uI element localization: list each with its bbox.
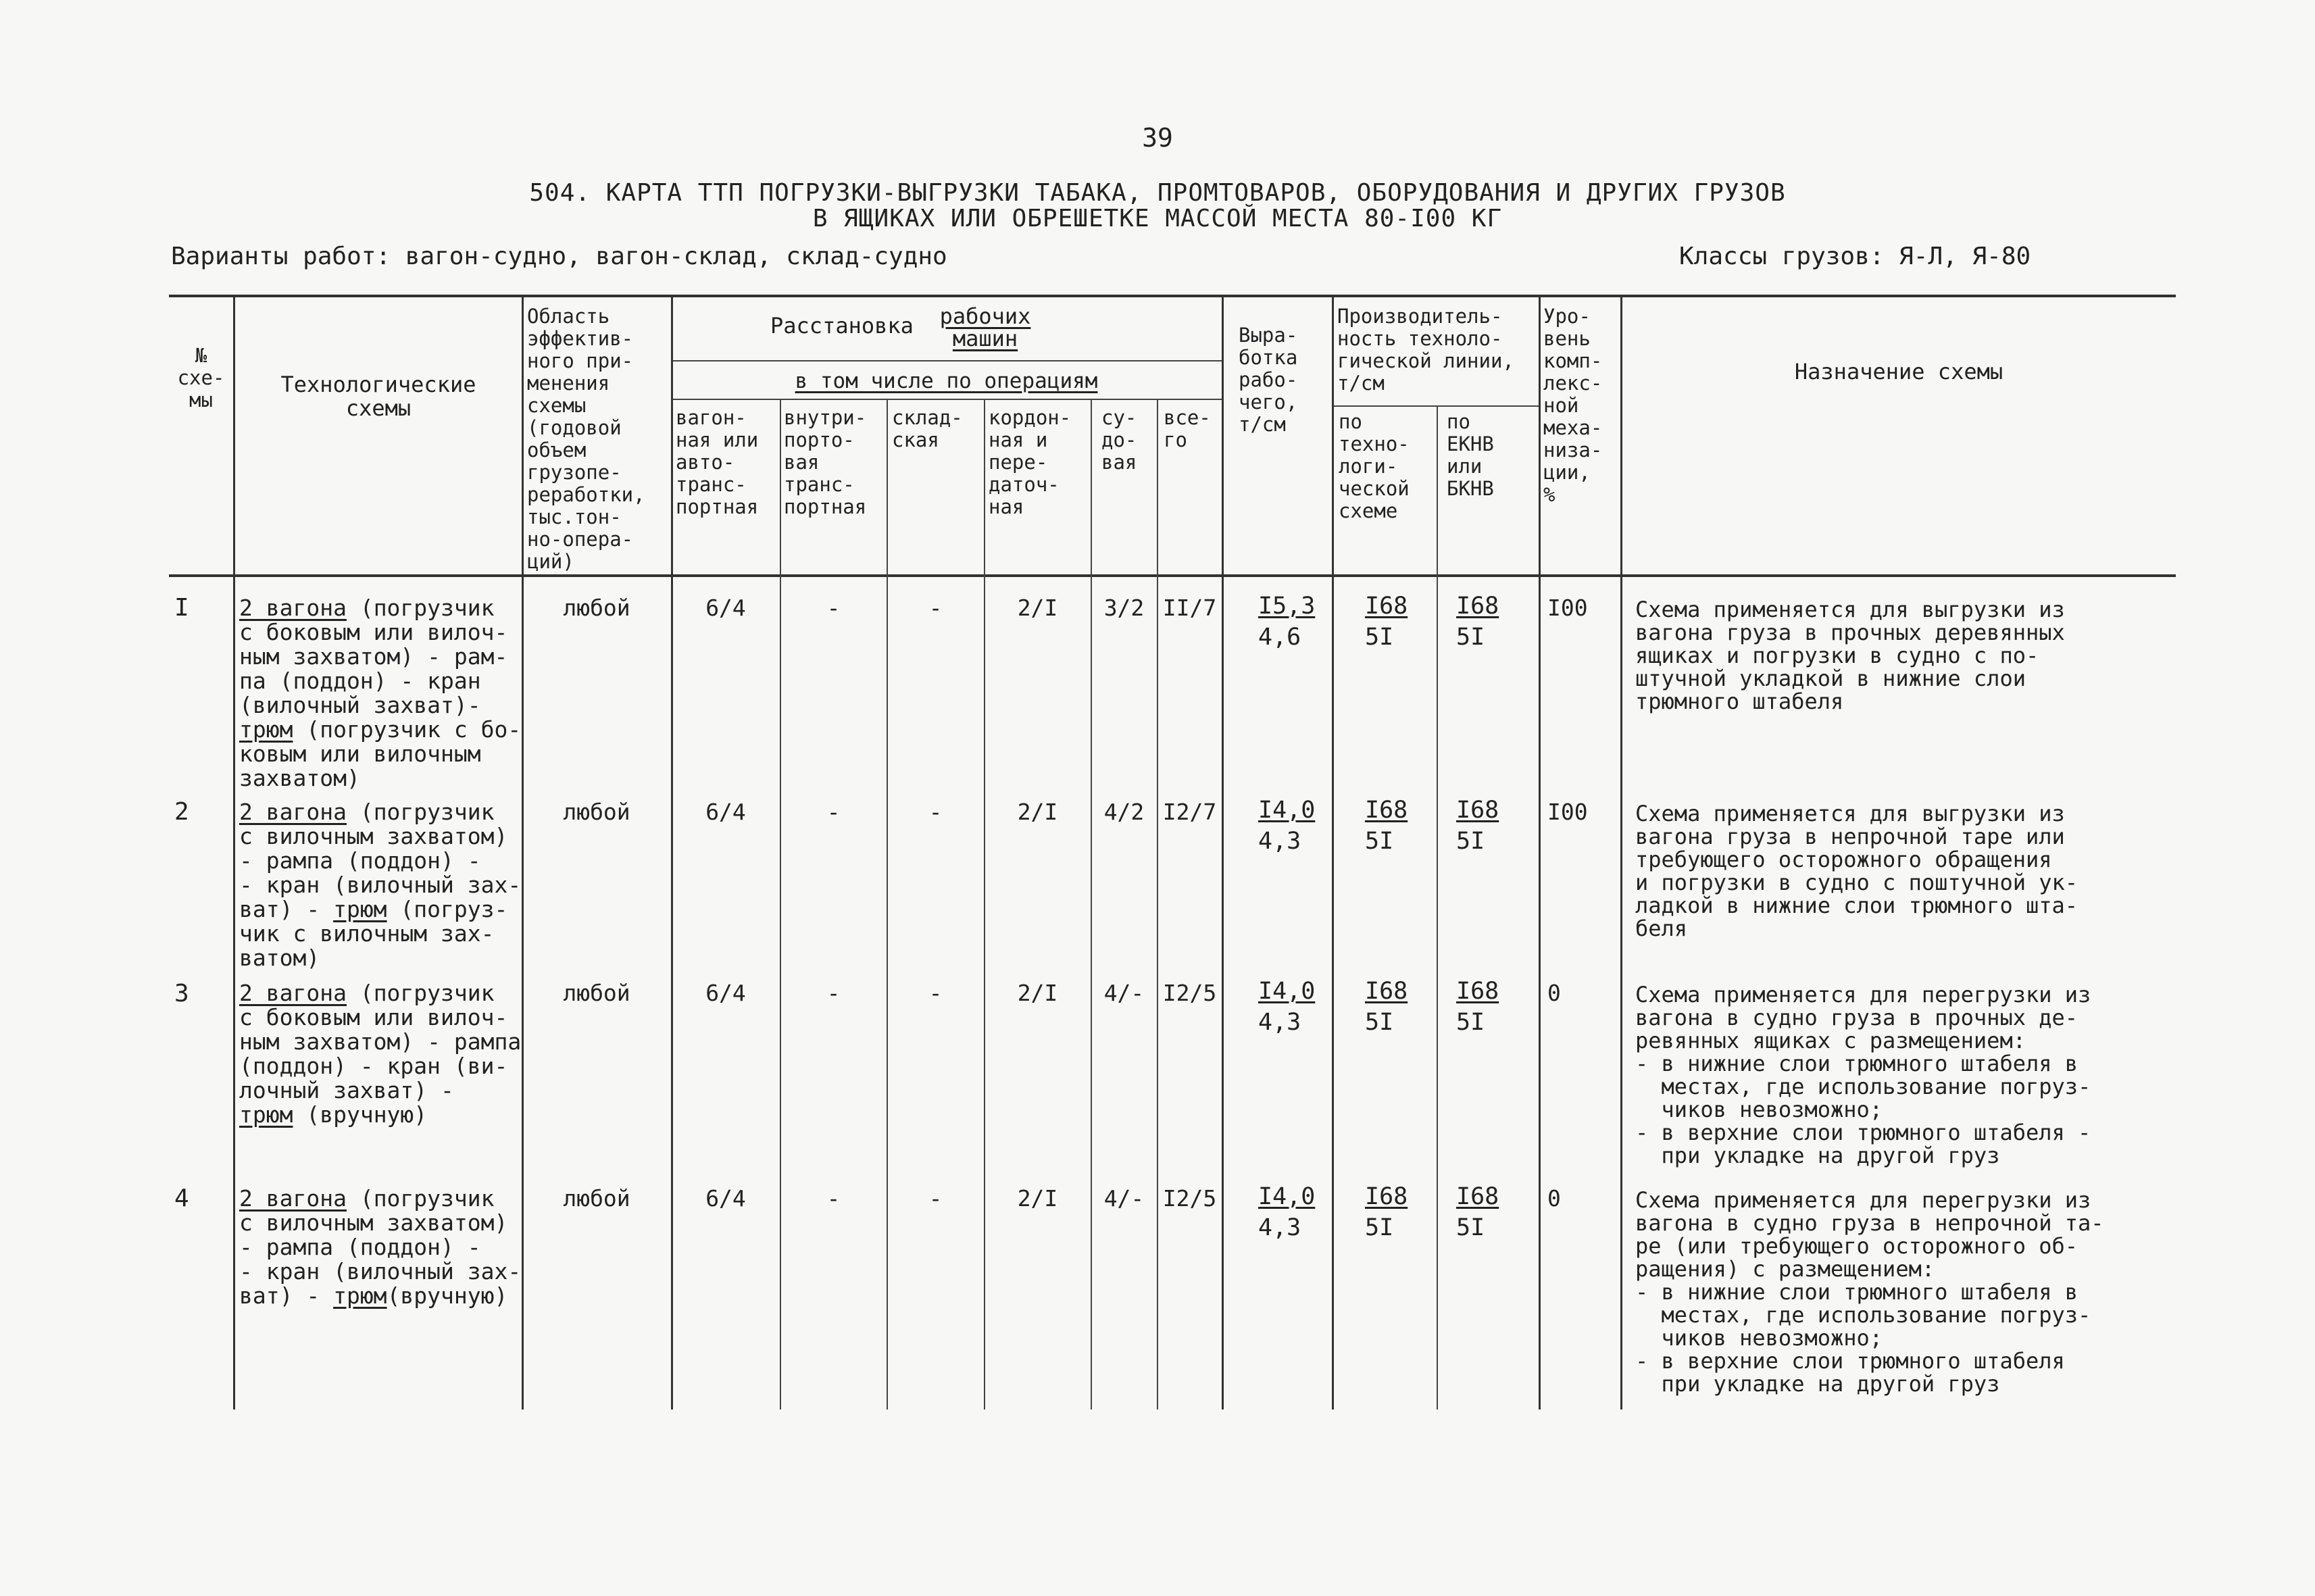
op-ship-value: 4/- [1103, 980, 1145, 1006]
scheme-purpose: Схема применяется для перегрузки из вагона в судно груза в прочных де- ревянных ящиках с размещением: - в нижние слои трюмного штабеля в местах, где использование погруз- чиков невозможно; - в верхние слои трюмного штабеля - при укладке на другой груз [1635, 982, 2091, 1168]
col-divider-ship [1157, 399, 1158, 1410]
application-area: любой [563, 595, 630, 621]
scheme-number: 3 [174, 980, 189, 1007]
operations-group-rule [671, 399, 1222, 400]
header-tech-schemes: Технологические схемы [280, 372, 476, 421]
op-ship-value: 4/2 [1103, 799, 1145, 825]
page-number: 39 [1142, 123, 1173, 153]
op-cordon-value: 2/I [1017, 1185, 1058, 1212]
prod-tech-value: $\frac{I68}{5I}$ [1365, 593, 1408, 651]
col-divider-cordon [1091, 399, 1092, 1410]
op-ship-value: 3/2 [1103, 595, 1145, 621]
header-bottom-rule [169, 574, 2176, 577]
scheme-purpose: Схема применяется для перегрузки из вагона в судно груза в непрочной та- ре (или требующего осторожного об- ращения) с размещением: - в нижние слои трюмного штабеля в местах, где использование погруз- чиков невозможно; - в верхние слои трюмного штабеля при укладке на другой груз [1635, 1187, 2104, 1397]
op-internal-value: - [826, 595, 841, 621]
scheme-number: I [174, 594, 189, 622]
prod-eknv-value: $\frac{I68}{5I}$ [1456, 593, 1499, 651]
op-warehouse-value: - [928, 980, 943, 1006]
document-title-line-1: 504. КАРТА ТТП ПОГРУЗКИ-ВЫГРУЗКИ ТАБАКА, ПРОМТОВАРОВ, ОБОРУДОВАНИЯ И ДРУГИХ ГРУЗОВ [529, 179, 1786, 207]
header-mech-level: Уро- вень комп- лекс- ной меха- низа- ции, % [1543, 305, 1603, 506]
prod-eknv-value: $\frac{I68}{5I}$ [1456, 1183, 1499, 1241]
header-output: Выра- ботка рабо- чего, т/см [1239, 324, 1298, 436]
header-placement-prefix: Расстановка [770, 313, 914, 339]
op-warehouse-value: - [928, 799, 943, 825]
op-internal-value: - [826, 799, 841, 825]
scheme-number: 4 [174, 1184, 189, 1212]
col-divider-warehouse [984, 399, 985, 1410]
prod-tech-value: $\frac{I68}{5I}$ [1365, 978, 1408, 1036]
mech-level-value: I00 [1547, 595, 1588, 621]
header-op-warehouse: склад- ская [892, 406, 963, 451]
op-total-value: I2/5 [1162, 1185, 1217, 1212]
op-cordon-value: 2/I [1017, 595, 1058, 621]
header-operations-group: в том числе по операциям [795, 369, 1098, 393]
col-divider-total [1222, 295, 1224, 1410]
scheme-description: 2 вагона (погрузчик с боковым или вилоч- ным захватом) - рампа (поддон) - кран (ви- лочный захват) - трюм (вручную) [239, 980, 522, 1128]
op-wagon-value: 6/4 [705, 799, 746, 825]
mech-level-value: I00 [1547, 799, 1588, 825]
col-divider-wagon [780, 399, 781, 1410]
scheme-purpose: Схема применяется для выгрузки из вагона груза в прочных деревянных ящиках и погрузки в судно с по- штучной укладкой в нижние слои трюмного штабеля [1635, 597, 2065, 714]
productivity-group-rule [1332, 405, 1539, 407]
scheme-number: 2 [174, 798, 189, 826]
op-wagon-value: 6/4 [705, 980, 746, 1006]
header-prod-eknv: по ЕКНВ или БКНВ [1447, 410, 1494, 500]
placement-group-rule [671, 360, 1222, 361]
op-warehouse-value: - [928, 595, 943, 621]
scheme-description: 2 вагона (погрузчик с вилочным захватом) - рампа (поддон) - - кран (вилочный зах- ват) - трюм(вручную) [239, 1185, 522, 1309]
mech-level-value: 0 [1547, 980, 1561, 1006]
header-prod-tech: по техно- логи- ческой схеме [1339, 410, 1410, 522]
cargo-classes: Классы грузов: Я-Л, Я-80 [1679, 243, 2031, 270]
header-op-internal: внутри- порто- вая транс- портная [784, 406, 867, 518]
op-total-value: I2/5 [1162, 980, 1217, 1006]
header-op-cordon: кордон- ная и пере- даточ- ная [989, 406, 1072, 518]
col-divider-internal [887, 399, 888, 1410]
header-purpose: Назначение схемы [1794, 359, 2003, 384]
output-value: $\frac{I4,0}{4,3}$ [1258, 1183, 1316, 1241]
col-divider-num [233, 295, 235, 1410]
col-divider-output [1332, 295, 1334, 1410]
col-divider-area [671, 295, 673, 1410]
application-area: любой [563, 980, 630, 1006]
prod-tech-value: $\frac{I68}{5I}$ [1365, 1183, 1408, 1241]
col-divider-prod-tech [1437, 405, 1438, 1410]
scheme-purpose: Схема применяется для выгрузки из вагона груза в непрочной таре или требующего осторожного обращения и погрузки в судно с поштучной ук- ладкой в нижние слои трюмного шта- беля [1635, 801, 2078, 941]
op-internal-value: - [826, 1185, 841, 1212]
col-divider-scheme [522, 295, 524, 1410]
document-title-line-2: В ЯЩИКАХ ИЛИ ОБРЕШЕТКЕ МАССОЙ МЕСТА 80-I00 КГ [812, 205, 1503, 232]
prod-tech-value: $\frac{I68}{5I}$ [1365, 797, 1408, 855]
scheme-description: 2 вагона (погрузчик с боковым или вилоч- ным захватом) - рам- па (поддон) - кран (вилочный захват)- трюм (погрузчик с бо- ковым или вилочным захватом) [239, 595, 522, 791]
prod-eknv-value: $\frac{I68}{5I}$ [1456, 797, 1499, 855]
col-divider-prod-eknv [1539, 295, 1541, 1410]
header-op-ship: су- до- вая [1101, 406, 1137, 474]
output-value: $\frac{I4,0}{4,3}$ [1258, 797, 1316, 855]
mech-level-value: 0 [1547, 1185, 1561, 1212]
header-productivity: Производитель- ность техноло- гической линии, т/см [1337, 305, 1514, 395]
scheme-description: 2 вагона (погрузчик с вилочным захватом) - рампа (поддон) - - кран (вилочный зах- ват) - трюм (погруз- чик с вилочным зах- ватом) [239, 799, 522, 971]
prod-eknv-value: $\frac{I68}{5I}$ [1456, 978, 1499, 1036]
op-total-value: I2/7 [1162, 799, 1217, 825]
op-wagon-value: 6/4 [705, 1185, 746, 1212]
application-area: любой [563, 1185, 630, 1212]
header-scheme-number: № схе- мы [177, 344, 225, 412]
op-cordon-value: 2/I [1017, 980, 1058, 1006]
op-internal-value: - [826, 980, 841, 1006]
header-application-area: Область эффектив- ного при- менения схемы (годовой объем грузопе- реработки, тыс.тон- но-опера- ций) [527, 305, 645, 573]
header-op-wagon: вагон- ная или авто- транс- портная [676, 406, 759, 518]
col-divider-mech [1620, 295, 1622, 1410]
op-cordon-value: 2/I [1017, 799, 1058, 825]
op-total-value: II/7 [1162, 595, 1217, 621]
op-warehouse-value: - [928, 1185, 943, 1212]
output-value: $\frac{I5,3}{4,6}$ [1258, 593, 1316, 651]
header-op-total: все- го [1164, 406, 1211, 451]
work-variants: Варианты работ: вагон-судно, вагон-склад, склад-судно [171, 243, 947, 270]
op-wagon-value: 6/4 [705, 595, 746, 621]
application-area: любой [563, 799, 630, 825]
output-value: $\frac{I4,0}{4,3}$ [1258, 978, 1316, 1036]
op-ship-value: 4/- [1103, 1185, 1145, 1212]
table-top-rule [169, 295, 2176, 297]
header-placement-machines: рабочих машин [939, 303, 1031, 351]
